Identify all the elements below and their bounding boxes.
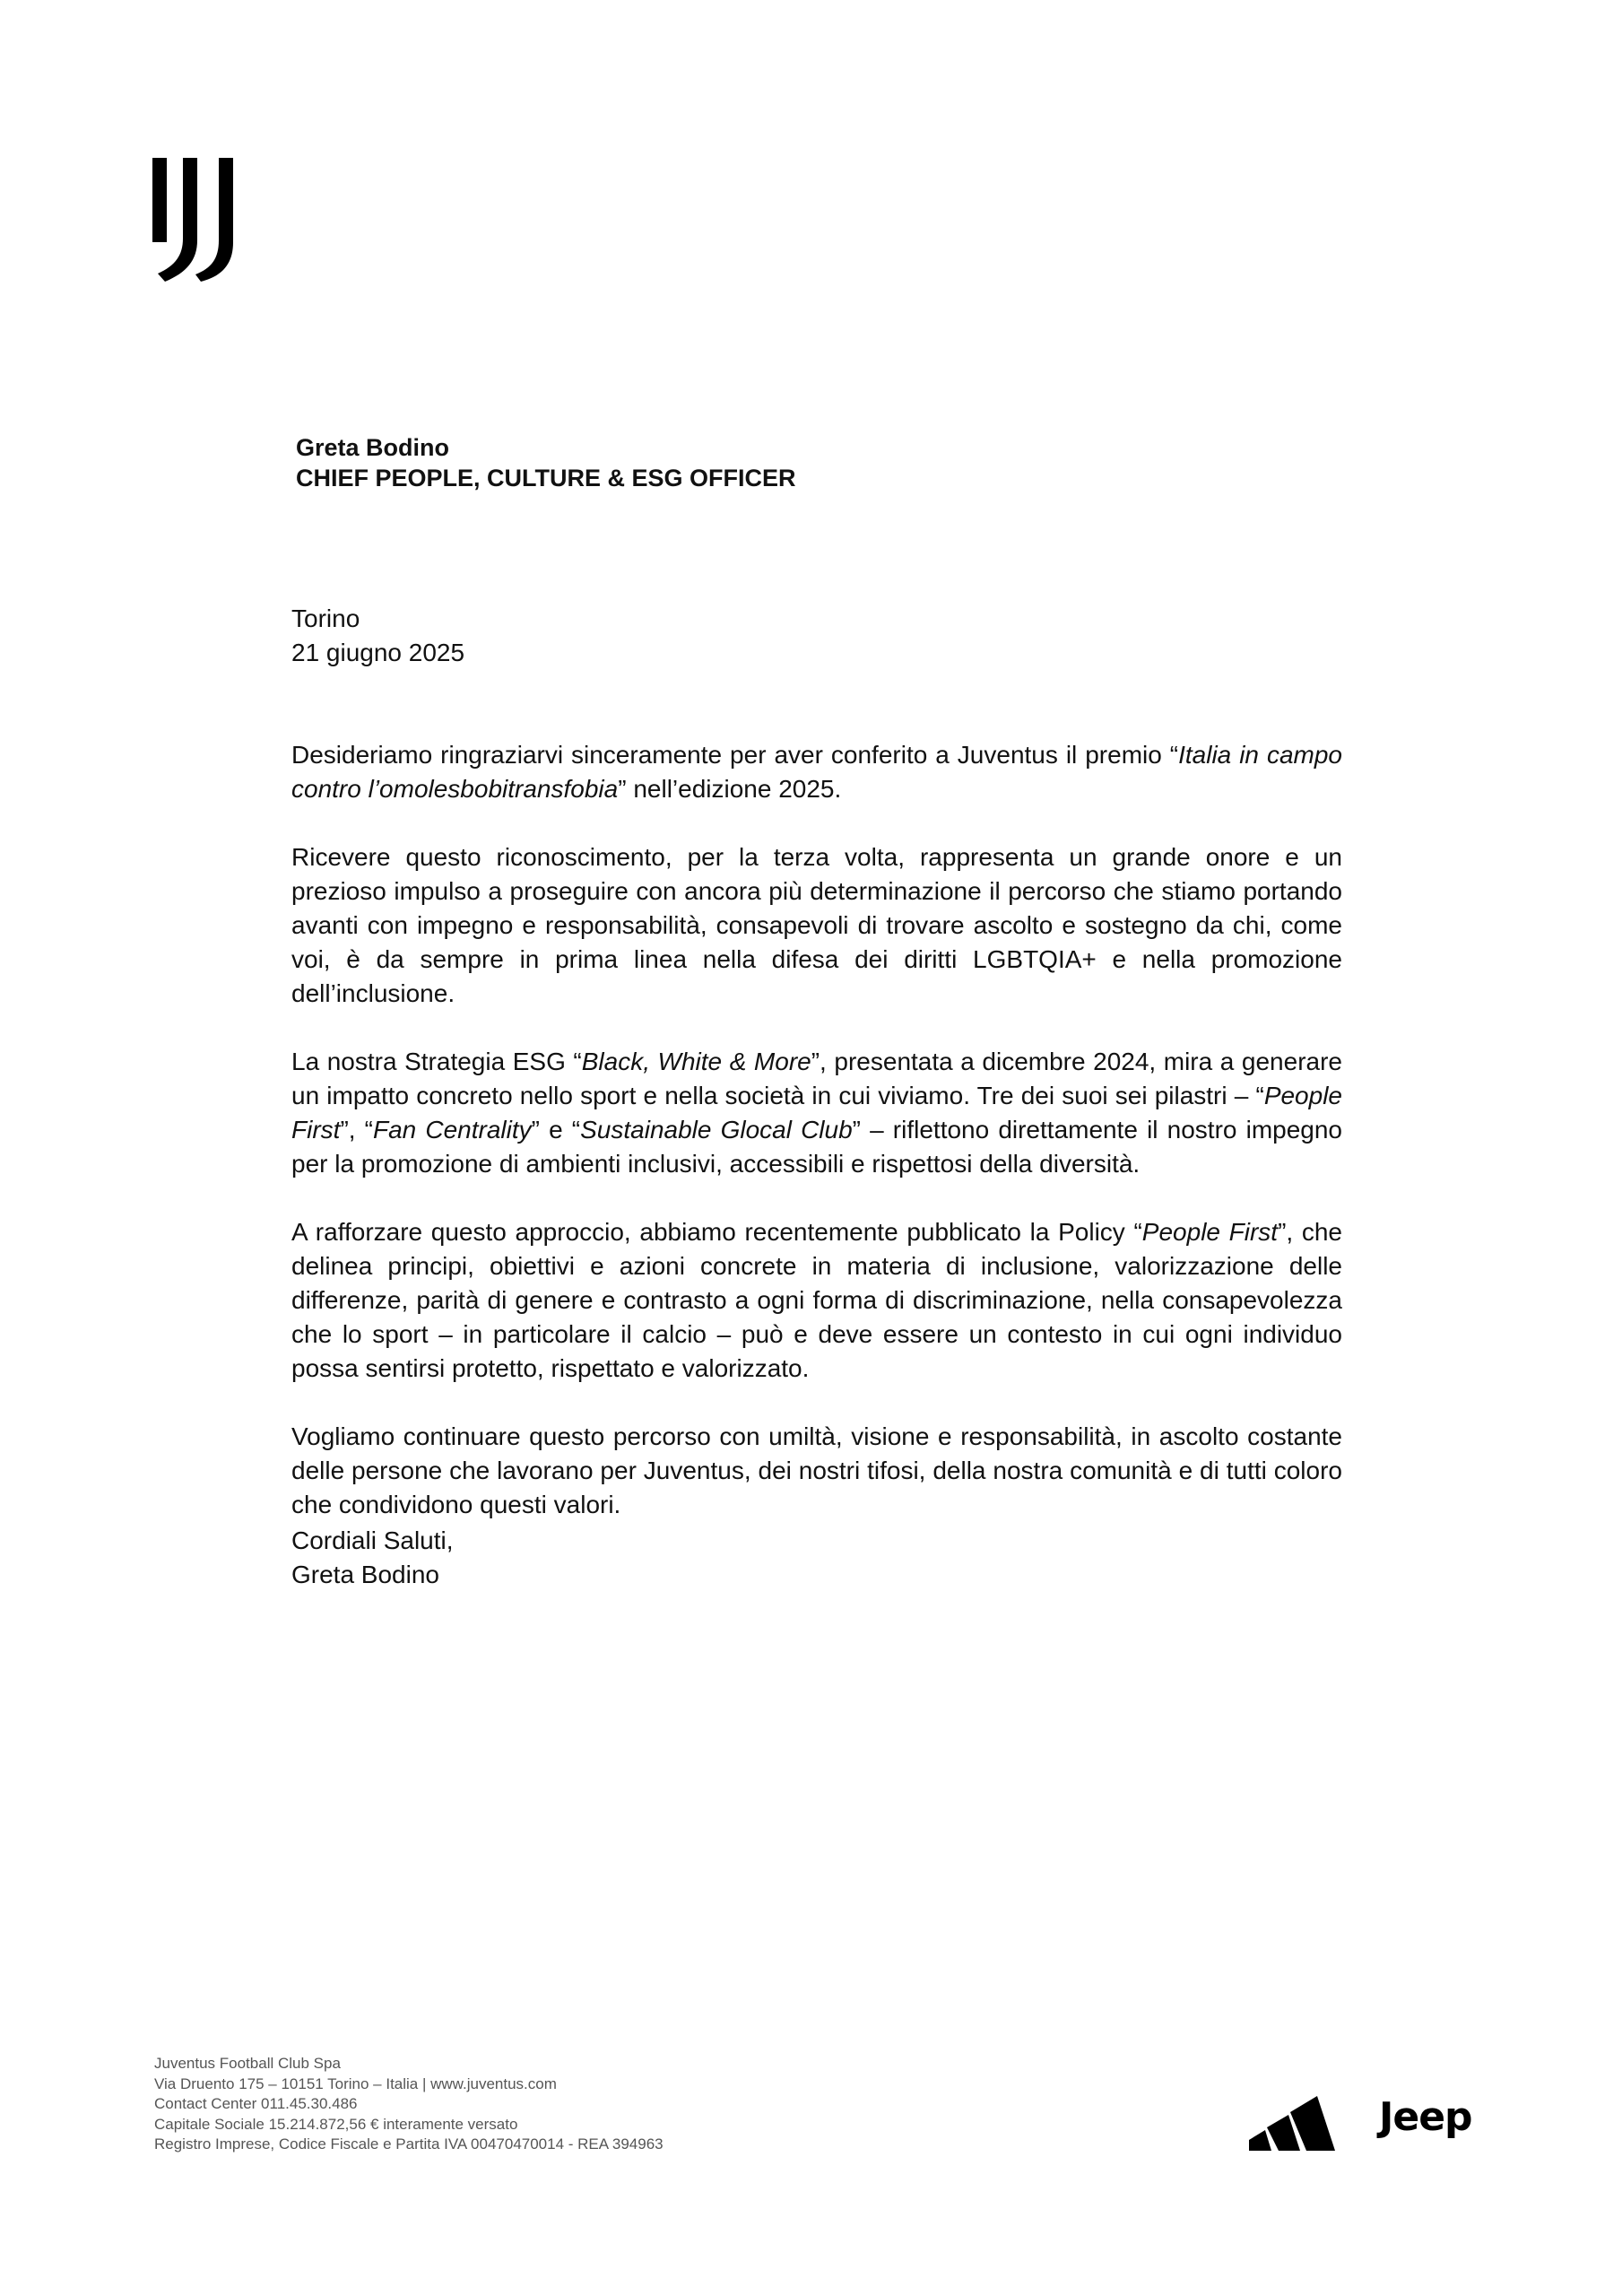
footer-company-info [154,2054,664,2155]
text-run: Ricevere questo riconoscimento, per la terza volta, rappresenta un grande onore e un prezioso impulso a proseguire con ancora più determinazione il percorso che stiamo portando avanti con impegno e responsabilità, consapevoli di trovare ascolto e sostegno da chi, come voi, è da sempre in prima linea nella difesa dei diritti LGBTQIA+ e nella promozione dell’inclusione. [291,843,1342,1007]
text-run: ” e “ [531,1116,581,1144]
footer-address: Via Druento 175 – 10151 Torino – Italia | www.juventus.com [154,2074,557,2092]
paragraph-2 [291,840,1342,1011]
letter-body [291,738,1342,1522]
adidas-logo-icon [1249,2086,1355,2151]
footer-company: Juventus Football Club Spa [154,2055,341,2072]
juventus-logo-icon [152,158,233,282]
text-run: ”, presentata a dicembre 2024, mira a generare un impatto concreto nello sport e nella società in cui viviamo. Tre dei suoi sei pilastri – “ [291,1048,1342,1109]
text-run: ”, “ [340,1116,373,1144]
paragraph-5 [291,1420,1342,1522]
text-run: Desideriamo ringraziarvi sinceramente per aver conferito a Juventus il premio “ [291,741,1179,769]
italic-text: Fan Centrality [373,1116,532,1144]
signature-name: Greta Bodino [291,1561,439,1588]
italic-text: People First [1141,1218,1279,1246]
italic-text: Italia in campo contro l’omolesbobitransfobia [291,741,1342,803]
text-run: ” nell’edizione 2025. [618,775,842,803]
footer-registry: Registro Imprese, Codice Fiscale e Partita IVA 00470470014 - REA 394963 [154,2135,664,2152]
text-run: La nostra Strategia ESG “ [291,1048,582,1075]
letter-place: Torino [291,604,360,632]
paragraph-3 [291,1045,1342,1181]
text-run: A rafforzare questo approccio, abbiamo recentemente pubblicato la Policy “ [291,1218,1142,1246]
italic-text: Black, White & More [581,1048,811,1075]
closing-greeting: Cordiali Saluti, [291,1526,454,1554]
text-run: ” – riflettono direttamente il nostro impegno per la promozione di ambienti inclusivi, accessibili e rispettosi della diversità. [291,1116,1342,1178]
author-name: Greta Bodino [296,434,450,461]
closing-block [291,1524,454,1592]
italic-text: Sustainable Glocal Club [580,1116,853,1144]
place-date-block [291,602,464,670]
author-title: CHIEF PEOPLE, CULTURE & ESG OFFICER [296,465,796,491]
author-block [296,432,796,493]
footer-contact: Contact Center 011.45.30.486 [154,2095,358,2112]
footer-capital: Capitale Sociale 15.214.872,56 € interamente versato [154,2115,518,2133]
jeep-logo: Jeep [1379,2094,1472,2140]
paragraph-1 [291,738,1342,806]
text-run: ”, che delinea principi, obiettivi e azioni concrete in materia di inclusione, valorizzazione delle differenze, parità di genere e contrasto a ogni forma di discriminazione, nella consapevolezza che lo sport – in particolare il calcio – può e deve essere un contesto in cui ogni individuo possa sentirsi protetto, rispettato e valorizzato. [291,1218,1342,1382]
text-run: Vogliamo continuare questo percorso con umiltà, visione e responsabilità, in ascolto costante delle persone che lavorano per Juventus, dei nostri tifosi, della nostra comunità e di tutti coloro che condividono questi valori. [291,1422,1342,1518]
italic-text: People First [291,1082,1342,1144]
paragraph-4 [291,1215,1342,1386]
letter-date: 21 giugno 2025 [291,639,465,666]
